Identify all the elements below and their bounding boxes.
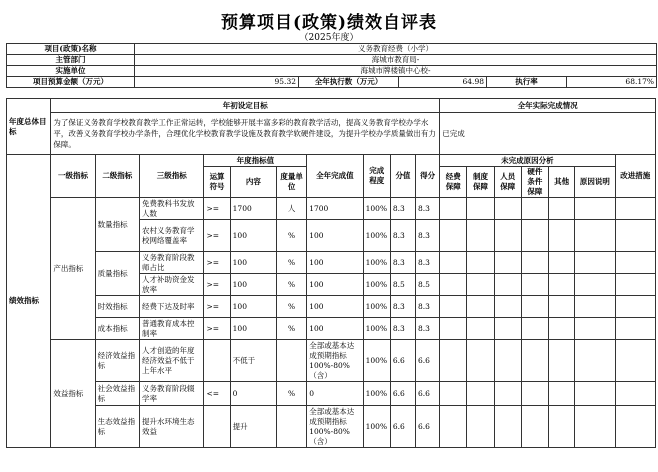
row-content: 不低于 bbox=[230, 340, 276, 382]
row-unit bbox=[277, 340, 307, 382]
col-content: 内容 bbox=[230, 167, 276, 198]
row-content: 100 bbox=[230, 318, 276, 340]
col-r3: 人员保障 bbox=[494, 167, 521, 198]
col-r1: 经费保障 bbox=[440, 167, 467, 198]
row-unit: % bbox=[277, 252, 307, 274]
goal-planned-text: 为了保证义务教育学校教育教学工作正常运转，学校能够开展丰富多彩的教育教学活动，提高义务教育学校办学水平，改善义务教育学校办学条件，合理优化学校教育教学设施及教育教学软硬件建设，为提升学校办学质量做出有力保障。 bbox=[51, 113, 440, 155]
dept-label: 主管部门 bbox=[7, 55, 135, 66]
row-degree: 100% bbox=[363, 318, 390, 340]
col-reasons: 未完成原因分析 bbox=[440, 155, 615, 167]
amount-label: 项目预算金额（万元） bbox=[7, 77, 135, 88]
row-done: 0 bbox=[307, 382, 363, 406]
performance-table bbox=[6, 98, 656, 448]
row-content: 100 bbox=[230, 220, 276, 252]
row-content: 100 bbox=[230, 274, 276, 296]
row-degree: 100% bbox=[363, 220, 390, 252]
col-unit: 度量单位 bbox=[277, 167, 307, 198]
col-got: 得分 bbox=[416, 155, 440, 198]
row-score: 6.6 bbox=[390, 340, 415, 382]
row-done: 100 bbox=[307, 318, 363, 340]
row-got: 8.3 bbox=[416, 198, 440, 220]
row-unit: % bbox=[277, 220, 307, 252]
table-row bbox=[7, 296, 656, 318]
row-got: 8.3 bbox=[416, 220, 440, 252]
perf-section-label: 绩效指标 bbox=[7, 155, 51, 448]
l2-eco: 生态效益指标 bbox=[95, 406, 139, 448]
row-done: 100 bbox=[307, 252, 363, 274]
l1-benefit: 效益指标 bbox=[51, 340, 95, 448]
row-got: 8.3 bbox=[416, 296, 440, 318]
l2-quantity: 数量指标 bbox=[95, 198, 139, 252]
amount-value: 95.32 bbox=[135, 77, 299, 88]
row-op: >= bbox=[204, 198, 230, 220]
row-degree: 100% bbox=[363, 296, 390, 318]
row-got: 6.6 bbox=[416, 340, 440, 382]
row-unit bbox=[277, 406, 307, 448]
row-score: 8.3 bbox=[390, 318, 415, 340]
l2-social: 社会效益指标 bbox=[95, 382, 139, 406]
col-r2: 制度保障 bbox=[467, 167, 494, 198]
row-content: 100 bbox=[230, 296, 276, 318]
row-op: >= bbox=[204, 296, 230, 318]
row-score: 8.3 bbox=[390, 198, 415, 220]
col-score: 分值 bbox=[390, 155, 415, 198]
info-table bbox=[6, 43, 657, 88]
row-name: 人才创造的年度经济效益不低于上年水平 bbox=[139, 340, 203, 382]
col-r4: 硬件条件保障 bbox=[521, 167, 548, 198]
row-unit: 人 bbox=[277, 198, 307, 220]
row-degree: 100% bbox=[363, 406, 390, 448]
unit-label: 实施单位 bbox=[7, 66, 135, 77]
row-op: >= bbox=[204, 220, 230, 252]
col-l3: 三级指标 bbox=[139, 155, 203, 198]
row-score: 6.6 bbox=[390, 382, 415, 406]
row-got: 8.5 bbox=[416, 274, 440, 296]
row-degree: 100% bbox=[363, 382, 390, 406]
l2-timely: 时效指标 bbox=[95, 296, 139, 318]
row-got: 6.6 bbox=[416, 382, 440, 406]
row-got: 8.3 bbox=[416, 252, 440, 274]
goal-actual-text: 已完成 bbox=[440, 113, 656, 155]
project-name-label: 项目(政策)名称 bbox=[7, 44, 135, 55]
row-score: 6.6 bbox=[390, 406, 415, 448]
row-content: 100 bbox=[230, 252, 276, 274]
table-row bbox=[7, 340, 656, 382]
row-name: 义务教育阶段教师占比 bbox=[139, 252, 203, 274]
goal-planned-header: 年初设定目标 bbox=[51, 99, 440, 113]
row-content: 1700 bbox=[230, 198, 276, 220]
goal-actual-header: 全年实际完成情况 bbox=[440, 99, 656, 113]
page-year: （2025年度） bbox=[299, 33, 359, 43]
l2-quality: 质量指标 bbox=[95, 252, 139, 296]
table-row bbox=[7, 252, 656, 274]
col-r6: 原因说明 bbox=[575, 167, 615, 198]
table-row bbox=[7, 382, 656, 406]
row-got: 8.3 bbox=[416, 318, 440, 340]
row-op: >= bbox=[204, 318, 230, 340]
row-name: 农村义务教育学校网络覆盖率 bbox=[139, 220, 203, 252]
col-improve: 改进措施 bbox=[615, 155, 656, 198]
row-done: 100 bbox=[307, 296, 363, 318]
row-name: 经费下达及时率 bbox=[139, 296, 203, 318]
row-degree: 100% bbox=[363, 252, 390, 274]
row-unit: % bbox=[277, 296, 307, 318]
row-score: 8.3 bbox=[390, 252, 415, 274]
row-name: 义务教育阶段辍学率 bbox=[139, 382, 203, 406]
row-content: 提升 bbox=[230, 406, 276, 448]
row-done: 1700 bbox=[307, 198, 363, 220]
table-row bbox=[7, 406, 656, 448]
row-degree: 100% bbox=[363, 198, 390, 220]
executed-value: 64.98 bbox=[399, 77, 487, 88]
row-op bbox=[204, 340, 230, 382]
table-row bbox=[7, 198, 656, 220]
row-op: >= bbox=[204, 274, 230, 296]
row-score: 8.3 bbox=[390, 296, 415, 318]
page-title: 预算项目(政策)绩效自评表 bbox=[220, 13, 438, 33]
l2-cost: 成本指标 bbox=[95, 318, 139, 340]
row-done: 100 bbox=[307, 274, 363, 296]
goal-label: 年度总体目标 bbox=[7, 99, 51, 155]
row-name: 普通教育成本控制率 bbox=[139, 318, 203, 340]
l1-output: 产出指标 bbox=[51, 198, 95, 340]
dept-value: 海城市教育局- bbox=[135, 55, 657, 66]
row-got: 6.6 bbox=[416, 406, 440, 448]
col-r5: 其他 bbox=[549, 167, 575, 198]
col-done: 全年完成值 bbox=[307, 155, 363, 198]
row-name: 人才补助资金发放率 bbox=[139, 274, 203, 296]
row-unit: % bbox=[277, 274, 307, 296]
col-op: 运算符号 bbox=[204, 167, 230, 198]
row-done: 全部或基本达成预期指标100%-80%（含） bbox=[307, 406, 363, 448]
row-done: 全部或基本达成预期指标100%-80%（含） bbox=[307, 340, 363, 382]
col-l1: 一级指标 bbox=[51, 155, 95, 198]
row-op: >= bbox=[204, 252, 230, 274]
executed-label: 全年执行数（万元） bbox=[299, 77, 399, 88]
row-degree: 100% bbox=[363, 274, 390, 296]
row-degree: 100% bbox=[363, 340, 390, 382]
col-degree: 完成程度 bbox=[363, 155, 390, 198]
row-name: 免费教科书发放人数 bbox=[139, 198, 203, 220]
row-score: 8.5 bbox=[390, 274, 415, 296]
col-l2: 二级指标 bbox=[95, 155, 139, 198]
row-score: 8.3 bbox=[390, 220, 415, 252]
col-target: 年度指标值 bbox=[204, 155, 307, 167]
row-unit: % bbox=[277, 382, 307, 406]
project-name-value: 义务教育经费（小学） bbox=[135, 44, 657, 55]
l2-economic: 经济效益指标 bbox=[95, 340, 139, 382]
row-content: 0 bbox=[230, 382, 276, 406]
unit-value: 海城市牌楼镇中心校- bbox=[135, 66, 657, 77]
row-unit: % bbox=[277, 318, 307, 340]
rate-label: 执行率 bbox=[487, 77, 567, 88]
rate-value: 68.17% bbox=[567, 77, 657, 88]
row-done: 100 bbox=[307, 220, 363, 252]
row-name: 提升水环境生态效益 bbox=[139, 406, 203, 448]
row-op bbox=[204, 406, 230, 448]
row-op: <= bbox=[204, 382, 230, 406]
table-row bbox=[7, 318, 656, 340]
